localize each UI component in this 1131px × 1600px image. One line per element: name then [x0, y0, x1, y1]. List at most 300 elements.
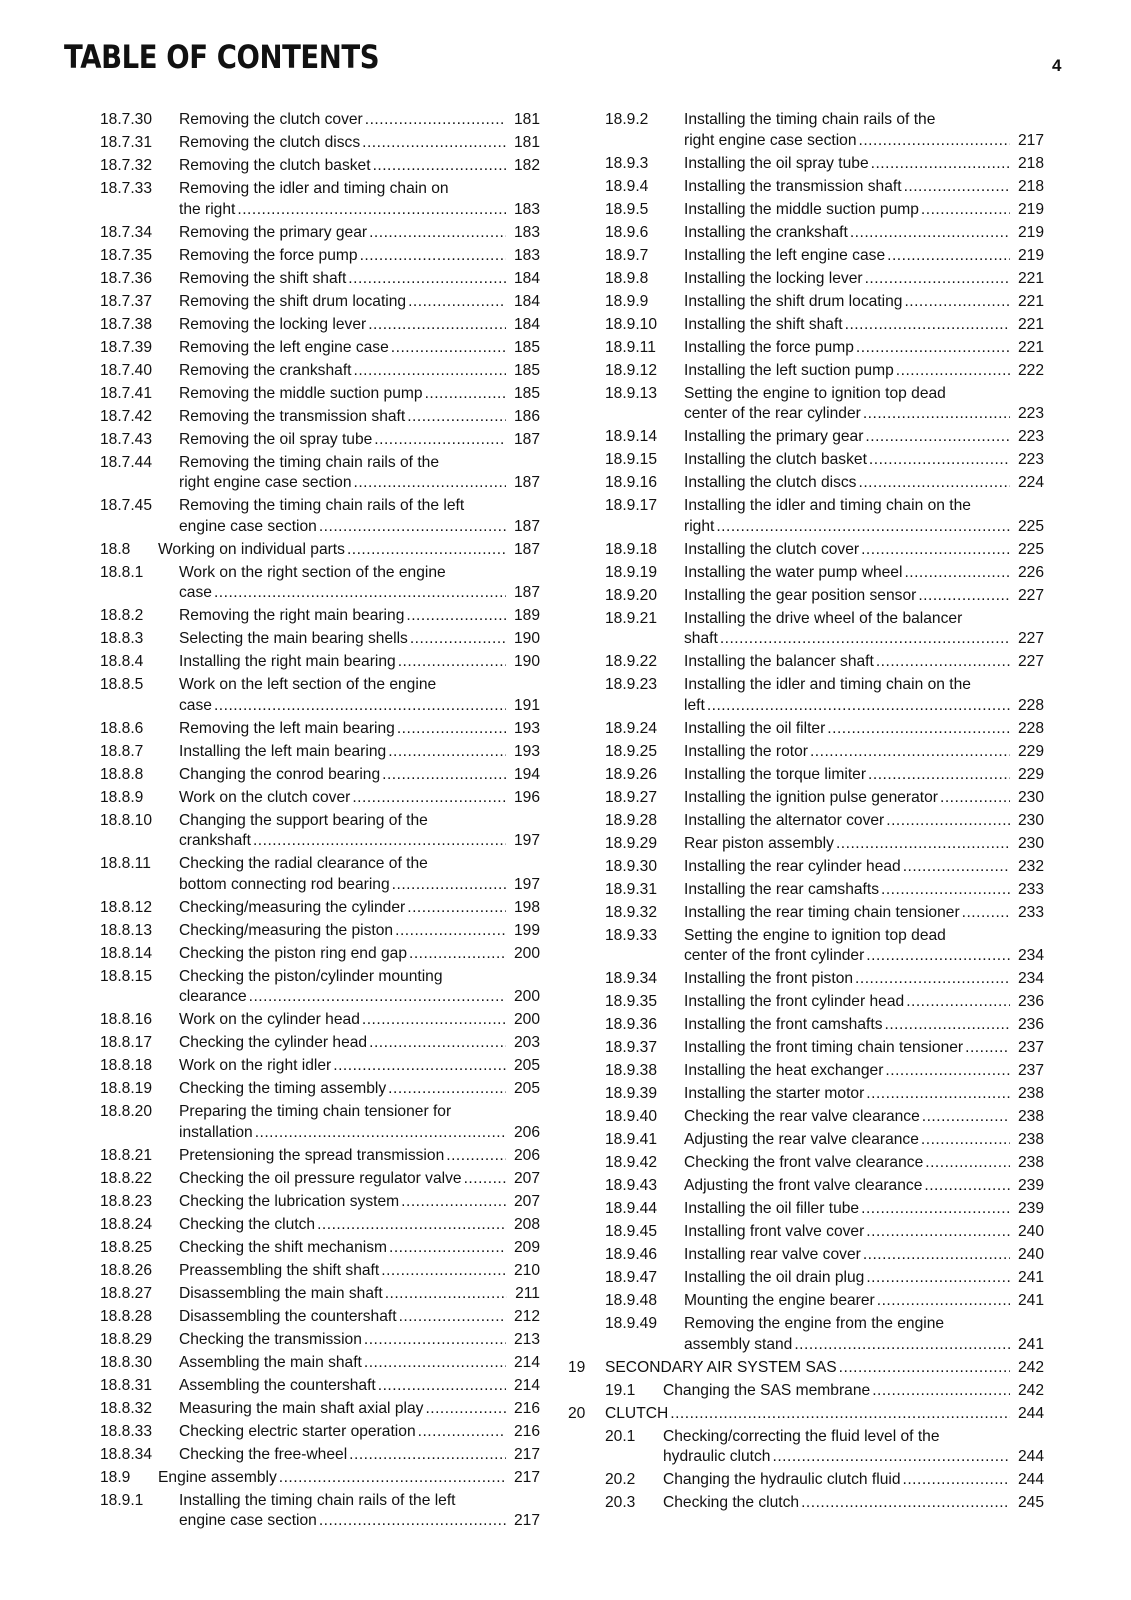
toc-entry[interactable]: [100, 1261, 540, 1282]
dot-leader: [425, 384, 506, 405]
toc-entry[interactable]: [568, 1199, 1044, 1220]
dot-leader: [855, 969, 1010, 990]
toc-entry[interactable]: [100, 156, 540, 177]
toc-entry[interactable]: [100, 1010, 540, 1031]
dot-leader: [904, 177, 1010, 198]
toc-entry-title-line: Installing the front cylinder head: [684, 993, 905, 1010]
toc-entry-title-line: Installing rear valve cover: [684, 1246, 861, 1263]
toc-entry-title-line: Removing the right main bearing: [179, 607, 405, 624]
toc-entry-title-line: Installing the starter motor: [684, 1085, 865, 1102]
toc-entry-number: 18.8.16: [100, 1011, 153, 1028]
toc-entry-title-line: Installing the front timing chain tensioner: [684, 1039, 964, 1056]
toc-entry[interactable]: [568, 969, 1044, 990]
dot-leader: [399, 1307, 506, 1328]
toc-entry-page: 219: [1017, 246, 1044, 264]
toc-entry[interactable]: [568, 1291, 1044, 1312]
toc-entry-page: 219: [1017, 223, 1044, 241]
dot-leader: [406, 606, 506, 627]
toc-entry-page: 223: [1017, 451, 1044, 468]
toc-entry-number: 18.8.20: [100, 1103, 153, 1120]
toc-entry[interactable]: [568, 154, 1044, 175]
toc-entry-page: 228: [1017, 696, 1044, 714]
toc-entry[interactable]: [100, 606, 540, 627]
toc-entry-number: 18.9.29: [605, 834, 658, 852]
toc-entry-title-line: Installing front valve cover: [684, 1223, 865, 1240]
toc-entry[interactable]: [100, 110, 540, 131]
toc-entry[interactable]: [568, 540, 1044, 561]
toc-entry-number: 18.7.44: [100, 453, 153, 471]
toc-entry-page: 228: [1017, 719, 1044, 737]
toc-entry[interactable]: [100, 1284, 540, 1305]
toc-entry[interactable]: [568, 1314, 1044, 1355]
toc-entry-title-line: Installing the shift shaft: [684, 315, 843, 333]
toc-entry-number: 18.8.14: [100, 944, 153, 962]
toc-entry-number: 18.8.3: [100, 630, 144, 647]
toc-entry-number: 18.8.18: [100, 1057, 153, 1074]
toc-entry-page: 240: [1017, 1223, 1044, 1240]
toc-entry-title-line: Checking/correcting the fluid level of the: [663, 1427, 940, 1445]
toc-entry-page: 193: [513, 719, 540, 737]
dot-leader: [378, 1376, 506, 1397]
toc-entry-number: 18.7.37: [100, 292, 153, 310]
toc-entry-page: 189: [513, 607, 540, 624]
toc-entry-number: 18.9.47: [605, 1269, 658, 1286]
toc-entry-number: 18.8.9: [100, 788, 144, 806]
toc-entry[interactable]: [100, 944, 540, 965]
toc-entry[interactable]: [568, 1084, 1044, 1105]
toc-entry[interactable]: [568, 223, 1044, 244]
toc-entry[interactable]: [100, 133, 540, 154]
toc-entry-page: 230: [1017, 834, 1044, 852]
toc-entry[interactable]: [568, 1470, 1044, 1491]
toc-entry[interactable]: [568, 1245, 1044, 1266]
dot-leader: [249, 987, 506, 1008]
toc-entry-title-line: clearance: [179, 988, 247, 1005]
toc-entry[interactable]: [568, 246, 1044, 267]
toc-entry-page: 203: [513, 1034, 540, 1051]
toc-entry-title-line: Installing the oil filter: [684, 719, 826, 737]
dot-leader: [253, 831, 506, 852]
toc-entry-page: 223: [1017, 405, 1044, 422]
toc-entry-page: 197: [513, 875, 540, 893]
dot-leader: [871, 154, 1010, 175]
toc-entry-title-line: Rear piston assembly: [684, 834, 834, 852]
toc-entry-page: 217: [513, 1512, 540, 1529]
toc-entry-title-line: the right: [179, 200, 236, 218]
toc-entry[interactable]: [568, 903, 1044, 924]
toc-entry[interactable]: [100, 315, 540, 336]
toc-entry-page: 207: [513, 1169, 540, 1187]
toc-entry-page: 229: [1017, 765, 1044, 783]
toc-entry[interactable]: [100, 1468, 540, 1489]
dot-leader: [362, 133, 506, 154]
dot-leader: [425, 1399, 506, 1420]
toc-entry[interactable]: [100, 675, 540, 716]
toc-entry[interactable]: [568, 880, 1044, 901]
toc-entry[interactable]: [100, 765, 540, 786]
dot-leader: [924, 1176, 1010, 1197]
dot-leader: [364, 1353, 506, 1374]
toc-entry[interactable]: [100, 223, 540, 244]
toc-entry[interactable]: [100, 1102, 540, 1143]
toc-entry-title-line: Setting the engine to ignition top dead: [684, 926, 946, 944]
toc-entry-title-line: hydraulic clutch: [663, 1448, 771, 1465]
toc-entry[interactable]: [568, 473, 1044, 494]
toc-entry-title-line: Setting the engine to ignition top dead: [684, 384, 946, 402]
toc-entry[interactable]: [100, 898, 540, 919]
dot-leader: [903, 857, 1010, 878]
toc-entry-number: 18.9.23: [605, 676, 658, 693]
toc-entry[interactable]: [568, 315, 1044, 336]
toc-entry[interactable]: [568, 200, 1044, 221]
toc-entry-title-line: Installing the primary gear: [684, 428, 864, 445]
toc-entry[interactable]: [100, 788, 540, 809]
toc-entry[interactable]: [568, 1061, 1044, 1082]
toc-entry-number: 19: [568, 1358, 586, 1376]
toc-entry[interactable]: [100, 1056, 540, 1077]
toc-entry-title-line: Installing the transmission shaft: [684, 177, 902, 195]
toc-entry-title-line: assembly stand: [684, 1335, 793, 1353]
dot-leader: [385, 1284, 507, 1305]
toc-entry-number: 18.9.45: [605, 1223, 658, 1240]
toc-entry-number: 19.1: [605, 1381, 636, 1399]
toc-entry-number: 20.1: [605, 1427, 636, 1445]
dot-leader: [845, 315, 1010, 336]
toc-entry[interactable]: [568, 1176, 1044, 1197]
dot-leader: [319, 1511, 506, 1532]
dot-leader: [881, 880, 1010, 901]
toc-entry-number: 18.8.21: [100, 1146, 153, 1164]
toc-entry[interactable]: [568, 586, 1044, 607]
toc-entry[interactable]: [568, 652, 1044, 673]
dot-leader: [237, 200, 506, 221]
toc-entry[interactable]: [100, 1169, 540, 1190]
toc-entry-number: 18.8.19: [100, 1080, 153, 1097]
toc-entry-number: 18.9.34: [605, 970, 658, 987]
toc-entry-title-line: Removing the left main bearing: [179, 719, 395, 737]
dot-leader: [861, 540, 1010, 561]
toc-entry-title-line: Changing the support bearing of the: [179, 811, 428, 829]
toc-entry-page: 219: [1017, 200, 1044, 218]
dot-leader: [354, 473, 506, 494]
toc-entry-page: 244: [1017, 1404, 1044, 1422]
toc-entry[interactable]: [100, 563, 540, 604]
toc-entry[interactable]: [100, 719, 540, 740]
dot-leader: [395, 921, 506, 942]
toc-entry-number: 18.8.25: [100, 1238, 153, 1256]
dot-leader: [885, 1061, 1010, 1082]
toc-entry[interactable]: [100, 1376, 540, 1397]
dot-leader: [772, 1447, 1009, 1468]
toc-entry[interactable]: [100, 1033, 540, 1054]
toc-entry[interactable]: [100, 921, 540, 942]
toc-entry-title-line: Installing the alternator cover: [684, 811, 885, 829]
toc-entry[interactable]: [568, 1038, 1044, 1059]
toc-entry[interactable]: [568, 292, 1044, 313]
toc-entry-page: 227: [1017, 586, 1044, 604]
toc-entry[interactable]: [100, 1353, 540, 1374]
toc-entry[interactable]: [100, 179, 540, 220]
toc-entry-number: 18.9.31: [605, 880, 658, 898]
toc-entry[interactable]: [100, 246, 540, 267]
toc-entry[interactable]: [100, 453, 540, 494]
toc-entry-number: 18.9.18: [605, 540, 658, 558]
toc-entry[interactable]: [568, 1107, 1044, 1128]
toc-entry-title-line: Installing the clutch cover: [684, 540, 860, 558]
toc-entry-page: 181: [513, 134, 540, 151]
toc-entry-page: 198: [513, 898, 540, 916]
toc-entry-page: 221: [1017, 338, 1044, 356]
toc-entry[interactable]: [568, 450, 1044, 471]
toc-entry-page: 211: [515, 1284, 540, 1302]
toc-entry-page: 214: [513, 1376, 540, 1394]
toc-entry[interactable]: [568, 1358, 1044, 1379]
toc-entry[interactable]: [568, 675, 1044, 716]
toc-entry-page: 207: [513, 1192, 540, 1210]
toc-entry-page: 236: [1017, 993, 1044, 1010]
toc-entry[interactable]: [100, 361, 540, 382]
toc-entry[interactable]: [100, 1146, 540, 1167]
dot-leader: [333, 1056, 506, 1077]
toc-entry-page: 237: [1017, 1039, 1044, 1056]
toc-entry-title-line: Checking the cylinder head: [179, 1034, 368, 1051]
dot-leader: [906, 992, 1010, 1013]
toc-entry-page: 184: [513, 292, 540, 310]
toc-entry-title-line: left: [684, 696, 705, 714]
toc-entry[interactable]: [100, 967, 540, 1008]
toc-entry[interactable]: [568, 765, 1044, 786]
toc-entry[interactable]: [568, 177, 1044, 198]
toc-entry[interactable]: [100, 384, 540, 405]
dot-leader: [255, 1123, 506, 1144]
toc-entry-page: 221: [1017, 315, 1044, 333]
toc-entry-number: 18.8.29: [100, 1330, 153, 1348]
toc-entry[interactable]: [100, 1399, 540, 1420]
toc-entry-number: 18.7.35: [100, 246, 153, 264]
toc-entry-number: 18.9.19: [605, 563, 658, 581]
toc-entry-title-line: Removing the transmission shaft: [179, 407, 406, 425]
toc-entry[interactable]: [100, 540, 540, 561]
toc-entry-page: 225: [1017, 540, 1044, 558]
toc-entry[interactable]: [100, 811, 540, 852]
toc-entry-page: 233: [1017, 903, 1044, 921]
dot-leader: [863, 1245, 1010, 1266]
toc-entry-number: 18.9.9: [605, 292, 649, 310]
dot-leader: [401, 1192, 506, 1213]
toc-entry-title-line: Changing the conrod bearing: [179, 765, 381, 783]
toc-entry-page: 183: [513, 223, 540, 241]
toc-entry-title-line: installation: [179, 1123, 253, 1141]
toc-entry-title-line: Removing the engine from the engine: [684, 1315, 945, 1332]
toc-entry-page: 240: [1017, 1246, 1044, 1263]
toc-entry[interactable]: [100, 1307, 540, 1328]
toc-entry[interactable]: [568, 1404, 1044, 1425]
dot-leader: [866, 1222, 1010, 1243]
toc-entry-title-line: Work on the cylinder head: [179, 1011, 360, 1028]
toc-entry[interactable]: [100, 1192, 540, 1213]
toc-entry-title-line: Changing the SAS membrane: [663, 1381, 871, 1399]
dot-leader: [369, 1033, 506, 1054]
toc-entry-page: 184: [513, 315, 540, 333]
toc-entry-number: 18.8.27: [100, 1284, 153, 1302]
toc-entry[interactable]: [568, 1015, 1044, 1036]
toc-entry-number: 18.9.2: [605, 111, 649, 128]
toc-entry[interactable]: [568, 496, 1044, 537]
toc-entry-number: 18.9.10: [605, 315, 658, 333]
toc-entry-number: 18.9.40: [605, 1108, 658, 1125]
toc-entry[interactable]: [100, 1330, 540, 1351]
toc-entry-title-line: Removing the middle suction pump: [179, 384, 423, 402]
toc-entry[interactable]: [568, 926, 1044, 967]
toc-entry-page: 234: [1017, 947, 1044, 964]
toc-entry-number: 18.7.38: [100, 315, 153, 333]
toc-entry[interactable]: [100, 496, 540, 537]
toc-entry[interactable]: [568, 742, 1044, 763]
toc-entry-title-line: Checking the clutch: [663, 1494, 800, 1511]
dot-leader: [347, 540, 506, 561]
toc-entry[interactable]: [100, 407, 540, 428]
toc-entry[interactable]: [100, 1079, 540, 1100]
toc-entry-number: 18.7.45: [100, 497, 153, 514]
toc-entry-title-line: Removing the locking lever: [179, 315, 367, 333]
toc-entry-number: 18.8.34: [100, 1445, 153, 1463]
toc-entry[interactable]: [568, 427, 1044, 448]
dot-leader: [904, 292, 1010, 313]
dot-leader: [866, 1084, 1010, 1105]
dot-leader: [214, 583, 506, 604]
toc-entry-number: 18.8.4: [100, 653, 144, 670]
toc-entry-page: 239: [1017, 1200, 1044, 1217]
dot-leader: [869, 450, 1010, 471]
toc-entry-page: 182: [513, 157, 540, 174]
toc-entry[interactable]: [568, 269, 1044, 290]
toc-entry-page: 245: [1017, 1494, 1044, 1511]
toc-entry[interactable]: [100, 854, 540, 895]
toc-entry[interactable]: [568, 609, 1044, 650]
toc-entry[interactable]: [568, 1222, 1044, 1243]
toc-entry[interactable]: [100, 652, 540, 673]
toc-entry-page: 216: [513, 1399, 540, 1417]
toc-entry[interactable]: [568, 338, 1044, 359]
toc-entry-title-line: Disassembling the countershaft: [179, 1307, 397, 1325]
toc-entry-page: 236: [1017, 1016, 1044, 1033]
dot-leader: [407, 407, 506, 428]
toc-entry-page: 237: [1017, 1062, 1044, 1079]
dot-leader: [707, 696, 1010, 717]
toc-entry-page: 217: [513, 1445, 540, 1463]
toc-entry[interactable]: [100, 1215, 540, 1236]
toc-entry-title-line: Installing the timing chain rails of the left: [179, 1491, 456, 1509]
toc-entry[interactable]: [568, 110, 1044, 151]
toc-entry-number: 18.9.7: [605, 246, 649, 264]
toc-entry[interactable]: [568, 857, 1044, 878]
toc-entry-number: 18.9.6: [605, 223, 649, 241]
toc-entry-title-line: Checking the shift mechanism: [179, 1238, 388, 1256]
toc-entry-title-line: Installing the ignition pulse generator: [684, 788, 938, 806]
toc-entry-number: 18.9.21: [605, 609, 658, 627]
toc-entry-title-line: Installing the front camshafts: [684, 1016, 883, 1033]
toc-entry-title-line: Checking the rear valve clearance: [684, 1108, 920, 1125]
toc-entry-page: 238: [1017, 1085, 1044, 1102]
toc-entry-page: 187: [513, 430, 540, 448]
dot-leader: [464, 1169, 506, 1190]
toc-entry[interactable]: [568, 1153, 1044, 1174]
toc-entry[interactable]: [568, 361, 1044, 382]
toc-entry-page: 186: [513, 407, 540, 425]
toc-entry-title-line: Removing the oil spray tube: [179, 430, 373, 448]
toc-entry-page: 225: [1017, 517, 1044, 535]
toc-entry[interactable]: [100, 269, 540, 290]
toc-entry-number: 18.9.27: [605, 788, 658, 806]
toc-column-right: [568, 110, 1044, 1516]
toc-entry[interactable]: [568, 1493, 1044, 1514]
toc-entry-page: 242: [1017, 1381, 1044, 1399]
dot-leader: [381, 1261, 506, 1282]
dot-leader: [368, 315, 506, 336]
toc-entry-page: 200: [513, 988, 540, 1005]
toc-entry-title-line: Installing the torque limiter: [684, 765, 867, 783]
toc-entry[interactable]: [100, 1445, 540, 1466]
toc-entry-title-line: case: [179, 584, 212, 601]
toc-entry-page: 244: [1017, 1448, 1044, 1465]
toc-entry-number: 18.8.28: [100, 1307, 153, 1325]
dot-leader: [876, 652, 1010, 673]
toc-entry[interactable]: [100, 338, 540, 359]
toc-entry[interactable]: [568, 1268, 1044, 1289]
toc-entry[interactable]: [568, 992, 1044, 1013]
toc-entry-page: 241: [1017, 1292, 1044, 1309]
toc-entry-number: 18.8.33: [100, 1422, 153, 1440]
dot-leader: [360, 246, 506, 267]
toc-entry-number: 18.9.22: [605, 653, 658, 670]
toc-entry[interactable]: [568, 788, 1044, 809]
toc-entry-title-line: Installing the clutch basket: [684, 451, 867, 468]
toc-entry-page: 208: [513, 1215, 540, 1233]
toc-entry-number: 18.9.26: [605, 765, 658, 783]
toc-entry-number: 18.9.8: [605, 269, 649, 287]
toc-entry-title-line: engine case section: [179, 1512, 317, 1529]
toc-entry-title-line: Installing the idler and timing chain on the: [684, 497, 971, 514]
toc-entry-title-line: Removing the timing chain rails of the left: [179, 497, 465, 514]
toc-entry[interactable]: [100, 292, 540, 313]
toc-entry-number: 18.7.40: [100, 361, 153, 379]
toc-entry-title-line: Installing the rotor: [684, 742, 808, 760]
toc-entry[interactable]: [100, 742, 540, 763]
toc-entry-title-line: Checking/measuring the cylinder: [179, 898, 406, 916]
toc-entry[interactable]: [100, 1422, 540, 1443]
toc-entry[interactable]: [568, 384, 1044, 425]
toc-entry[interactable]: [568, 811, 1044, 832]
toc-entry[interactable]: [568, 834, 1044, 855]
dot-leader: [801, 1493, 1010, 1514]
toc-entry-title-line: Installing the balancer shaft: [684, 653, 874, 670]
dot-leader: [389, 1238, 506, 1259]
toc-entry[interactable]: [100, 1491, 540, 1532]
toc-entry[interactable]: [568, 563, 1044, 584]
toc-entry-title-line: Installing the heat exchanger: [684, 1062, 884, 1079]
toc-entry[interactable]: [100, 1238, 540, 1259]
toc-entry[interactable]: [568, 1381, 1044, 1402]
toc-entry[interactable]: [100, 629, 540, 650]
toc-entry-page: 239: [1017, 1177, 1044, 1194]
toc-entry-title-line: engine case section: [179, 517, 317, 535]
toc-entry[interactable]: [568, 719, 1044, 740]
toc-entry-title-line: Checking the transmission: [179, 1330, 362, 1348]
toc-entry[interactable]: [568, 1427, 1044, 1468]
toc-entry[interactable]: [568, 1130, 1044, 1151]
toc-entry-title-line: Installing the clutch discs: [684, 474, 857, 491]
toc-entry[interactable]: [100, 430, 540, 451]
